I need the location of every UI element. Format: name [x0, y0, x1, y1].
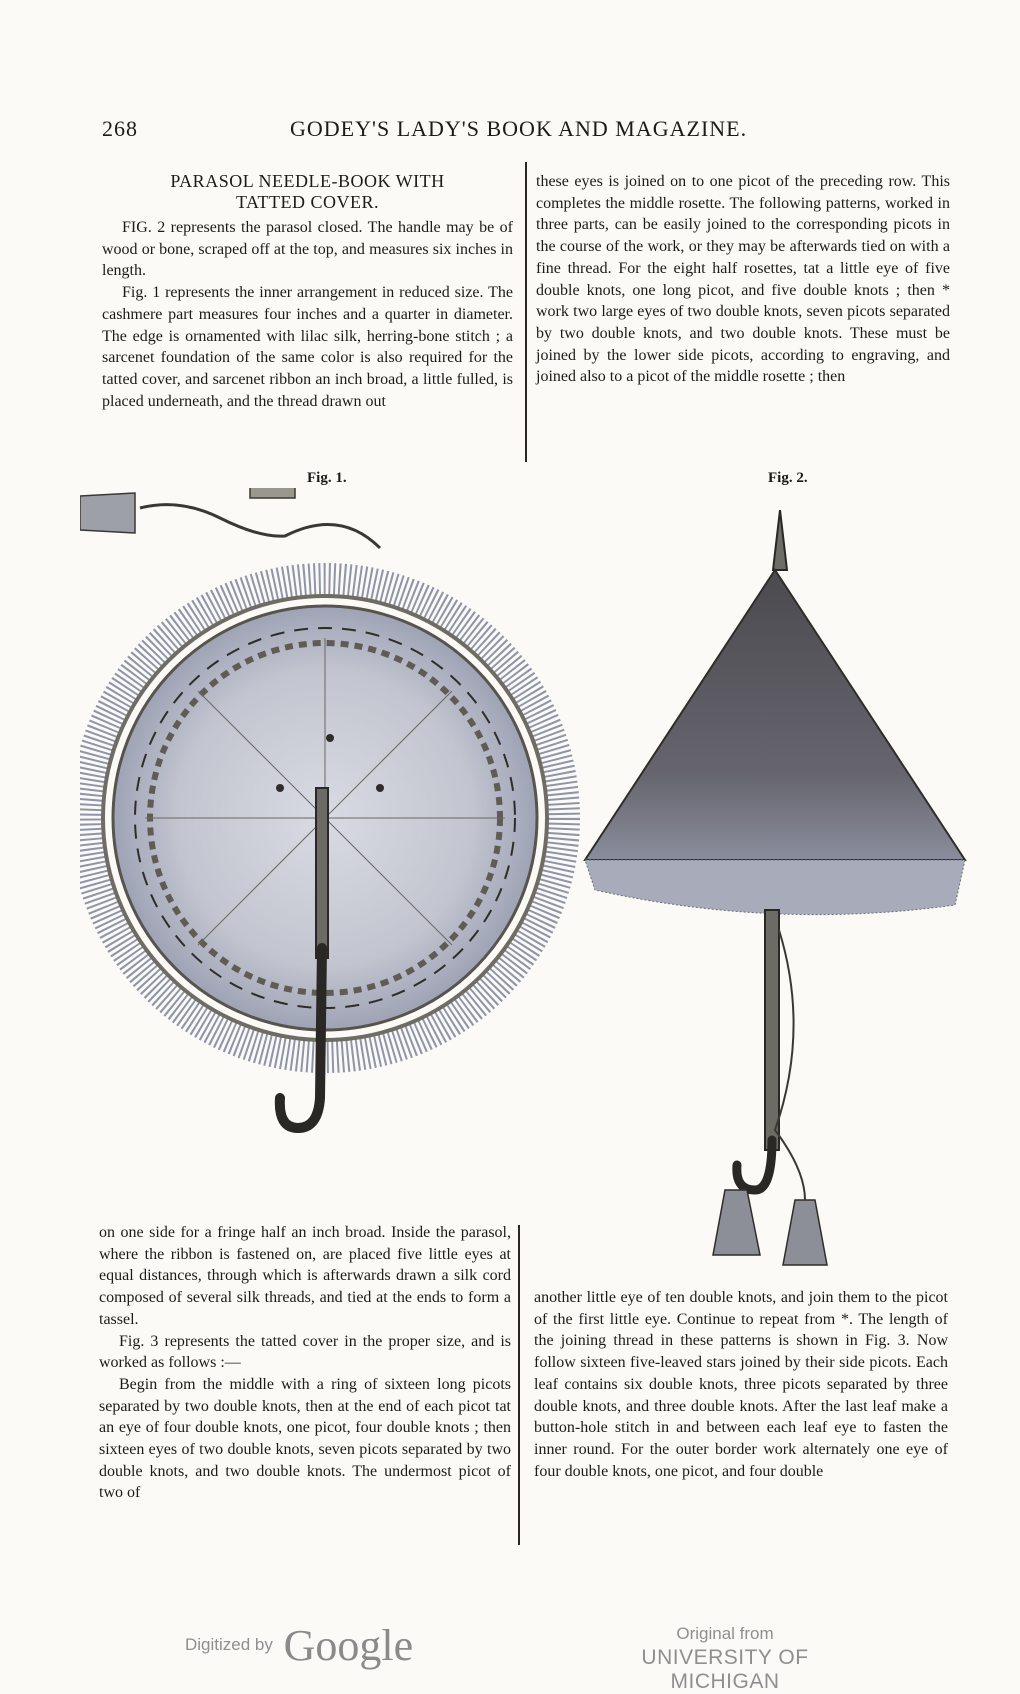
digitized-label: Digitized by: [185, 1634, 273, 1654]
original-from-label: Original from: [676, 1624, 774, 1643]
fig2-closed-parasol-illustration: [575, 510, 975, 1270]
fig1-caption: Fig. 1.: [307, 470, 347, 486]
digitized-by-notice: [185, 1620, 413, 1671]
top-right-column: [536, 171, 950, 388]
paragraph: Fig. 3 represents the tatted cover in the proper size, and is worked as follows :—: [99, 1332, 511, 1372]
page-number: 268: [102, 116, 138, 141]
paragraph: another little eye of ten double knots, and join them to the picot of the first little eye. Continue to repeat from *. The length of the joining thread in these patterns is shown in Fig. 3. Now follow sixteen five-leaved stars joined by their side picots. Each leaf contains six double knots, three picots separated by three double knots, and three double knots. After the last leaf make a button-hole stitch in and between each leaf eye to fasten the inner round. For the outer border work alternately one eye of four double knots, one picot, and four double: [534, 1289, 948, 1480]
tassel-cord: [80, 488, 380, 548]
institution-name: UNIVERSITY OF MICHIGAN: [641, 1646, 809, 1693]
fig2-caption: Fig. 2.: [768, 470, 808, 486]
magazine-title: GODEY'S LADY'S BOOK AND MAGAZINE.: [290, 116, 748, 141]
bottom-right-column: [534, 1287, 948, 1482]
column-divider-top: [525, 162, 527, 462]
paragraph: FIG. 2 represents the parasol closed. The handle may be of wood or bone, scraped off at the top, and measures six inches in length.: [102, 219, 513, 280]
article-heading-line2: TATTED COVER.: [235, 192, 380, 212]
top-left-column: [102, 171, 513, 412]
parasol-tip: [773, 510, 787, 570]
bottom-left-column: [99, 1222, 511, 1504]
handle: [737, 910, 779, 1190]
paragraph: Fig. 1 represents the inner arrangement in reduced size. The cashmere part measures four inches and a quarter in diameter. The edge is ornamented with lilac silk, herring-bone stitch ; a sarcenet foundation of the same color is also required for the tatted cover, and sarcenet ribbon an inch broad, a little fulled, is placed underneath, and the thread drawn out: [102, 284, 513, 410]
fig1-open-parasol-illustration: [80, 488, 580, 1218]
article-heading: [102, 171, 513, 213]
article-heading-line1: PARASOL NEEDLE-BOOK WITH: [170, 171, 445, 191]
parasol-canopy: [585, 570, 965, 860]
paragraph: on one side for a fringe half an inch broad. Inside the parasol, where the ribbon is fastened on, are placed five little eyes at equal distances, through which is afterwards drawn a silk cord composed of several silk threads, and tied at the ends to form a tassel.: [99, 1224, 511, 1328]
paragraph: these eyes is joined on to one picot of the preceding row. This completes the middle rosette. The following patterns, worked in three parts, can be easily joined to the corresponding picots in the course of the work, or they may be afterwards tied on with a fine thread. For the eight half rosettes, tat a little eye of five double knots, one long picot, and five double knots ; then * work two large eyes of two double knots, seven picots separated by two double knots, and two double knots. These must be joined by the lower side picots, according to engraving, and joined also to a picot of the middle rosette ; then: [536, 173, 950, 386]
paragraph: Begin from the middle with a ring of sixteen long picots separated by two double knots, then at the end of each picot tat an eye of four double knots, one picot, four double knots ; then sixteen eyes of two double knots, seven picots separated by two double knots, and two double knots. The undermost picot of two of: [99, 1375, 511, 1502]
column-divider-bottom: [518, 1225, 520, 1545]
google-logo: Google: [283, 1621, 414, 1670]
original-from-notice: [595, 1624, 855, 1694]
canopy-fringe: [585, 860, 965, 915]
